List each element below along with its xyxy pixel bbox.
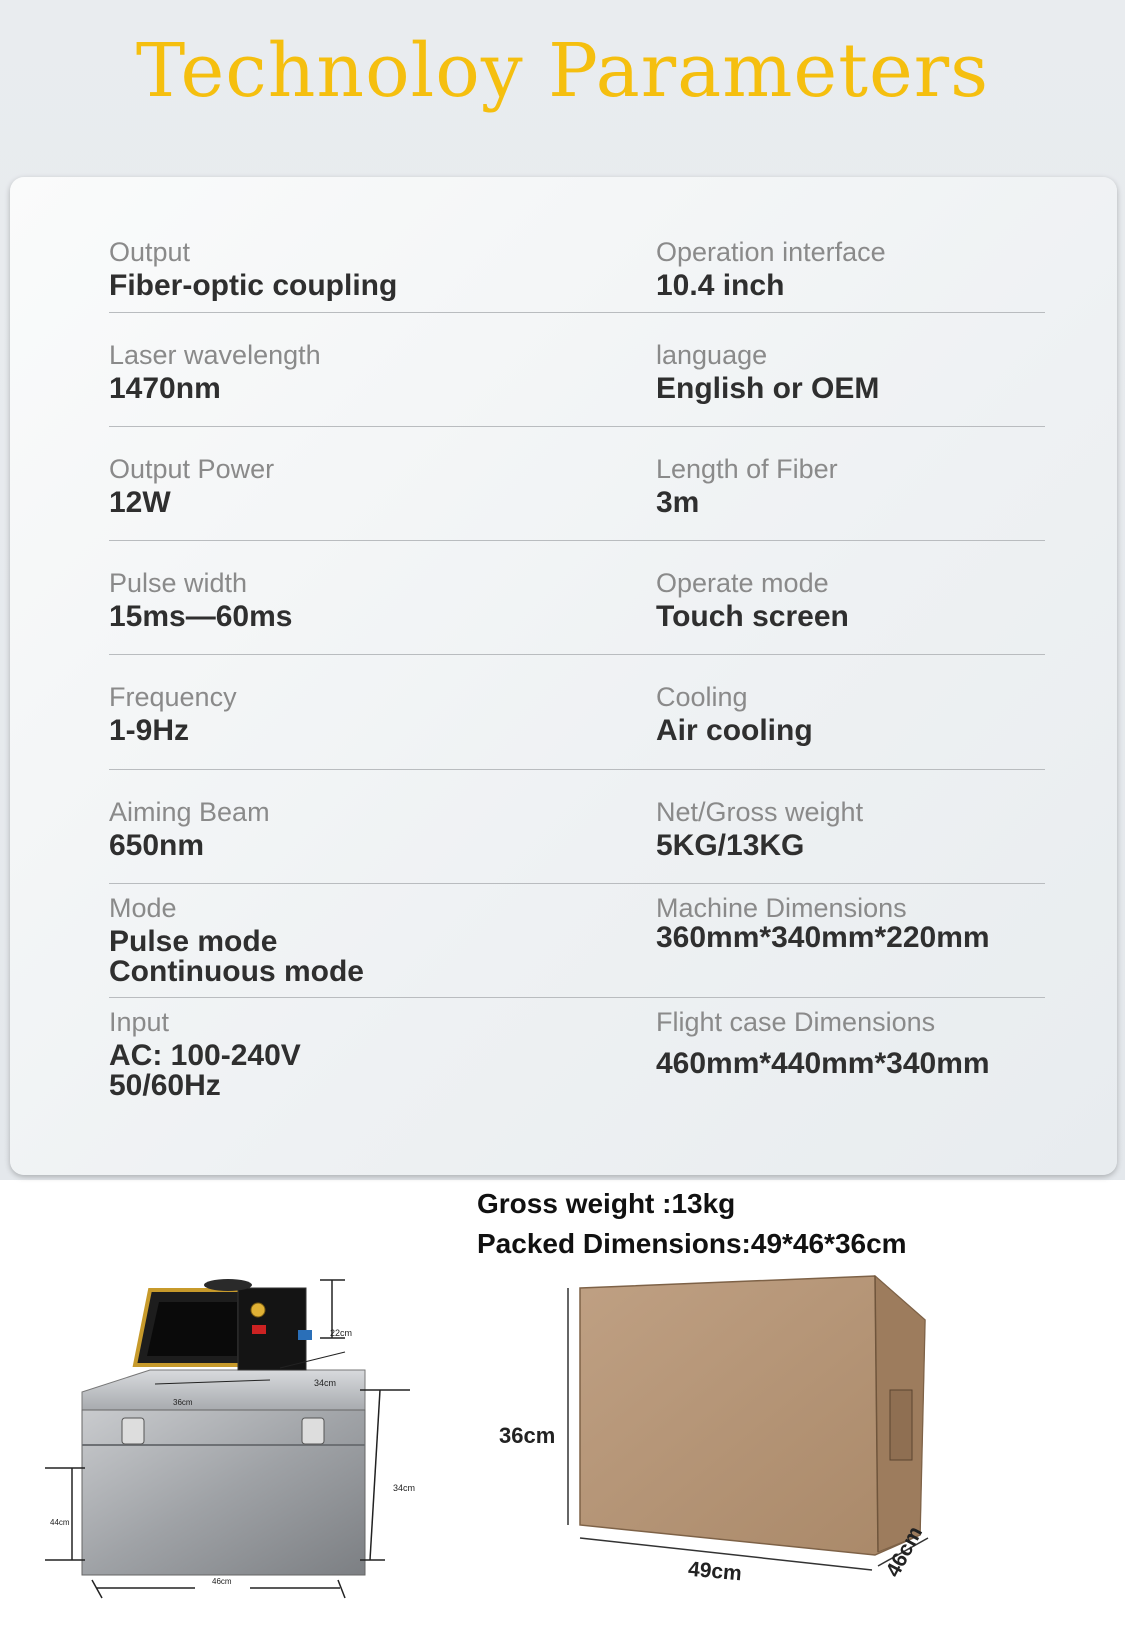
param-value: 5KG/13KG [656,829,805,862]
param-input [109,1007,301,1101]
param-mode [109,893,364,987]
case-height-label: 34cm [393,1483,416,1493]
param-label: Operation interface [656,237,886,267]
param-operate-mode [656,568,849,632]
param-output [109,237,397,301]
page-title: Technoloy Parameters [135,28,990,114]
param-language [656,340,879,404]
param-value: Touch screen [656,600,849,633]
case-side-label: 44cm [50,1518,70,1527]
param-label: Machine Dimensions [656,893,907,923]
param-label: Output Power [109,454,275,484]
param-value: 650nm [109,829,205,862]
machine-on-flight-case-image [40,1270,440,1610]
param-pulse-width [109,568,292,632]
row-divider [109,540,1045,541]
row-divider [109,426,1045,427]
param-flight-case-dimensions [656,1007,990,1079]
param-value: 10.4 inch [656,269,785,302]
gross-weight-text: Gross weight :13kg [477,1188,736,1219]
param-label: Laser wavelength [109,340,321,370]
packed-dimensions-text: Packed Dimensions:49*46*36cm [477,1228,907,1259]
param-value-2: 50/60Hz [109,1069,221,1102]
param-value: 3m [656,486,700,519]
param-cooling [656,682,813,746]
box-height-label: 36cm [499,1423,556,1448]
box-length-label: 49cm [687,1557,743,1586]
param-label: Mode [109,893,177,923]
param-value: 1-9Hz [109,714,190,747]
param-value: AC: 100-240V [109,1039,301,1072]
machine-width-label: 36cm [173,1398,193,1407]
param-value: Pulse mode [109,925,278,958]
param-label: Input [109,1007,170,1037]
param-net-gross-weight [656,797,863,861]
param-aiming-beam [109,797,270,861]
param-laser-wavelength [109,340,321,404]
param-value: 15ms—60ms [109,600,293,633]
param-label: Pulse width [109,568,248,598]
param-label: language [656,340,768,370]
param-value: 460mm*440mm*340mm [656,1047,990,1080]
param-frequency [109,682,237,746]
box-body [580,1276,925,1555]
param-value: Fiber-optic coupling [109,269,398,302]
param-value-2: Continuous mode [109,955,364,988]
param-value: 360mm*340mm*220mm [656,921,990,954]
row-divider [109,997,1045,998]
param-label: Flight case Dimensions [656,1007,936,1037]
param-label: Output [109,237,191,267]
row-divider [109,769,1045,770]
machine-height-label: 22cm [330,1328,353,1338]
power-button [251,1303,265,1317]
case-lid [82,1370,365,1410]
param-machine-dimensions [656,893,990,953]
case-width-label: 46cm [212,1577,232,1586]
param-label: Length of Fiber [656,454,838,484]
param-label: Frequency [109,682,237,712]
param-length-of-fiber [656,454,838,518]
row-divider [109,312,1045,313]
packing-box-image [560,1270,935,1615]
param-label: Aiming Beam [109,797,270,827]
parameters-card [10,177,1117,1175]
param-operation-interface [656,237,886,301]
machine-body [238,1288,306,1370]
param-output-power [109,454,274,518]
param-value: 12W [109,486,171,519]
machine-depth-label: 34cm [314,1378,337,1388]
row-divider [109,654,1045,655]
param-label: Net/Gross weight [656,797,864,827]
param-label: Cooling [656,682,748,712]
param-value: 1470nm [109,372,221,405]
box-depth-label: 46cm [881,1522,928,1581]
param-value: English or OEM [656,372,880,405]
row-divider [109,883,1045,884]
param-label: Operate mode [656,568,829,598]
param-value: Air cooling [656,714,813,747]
